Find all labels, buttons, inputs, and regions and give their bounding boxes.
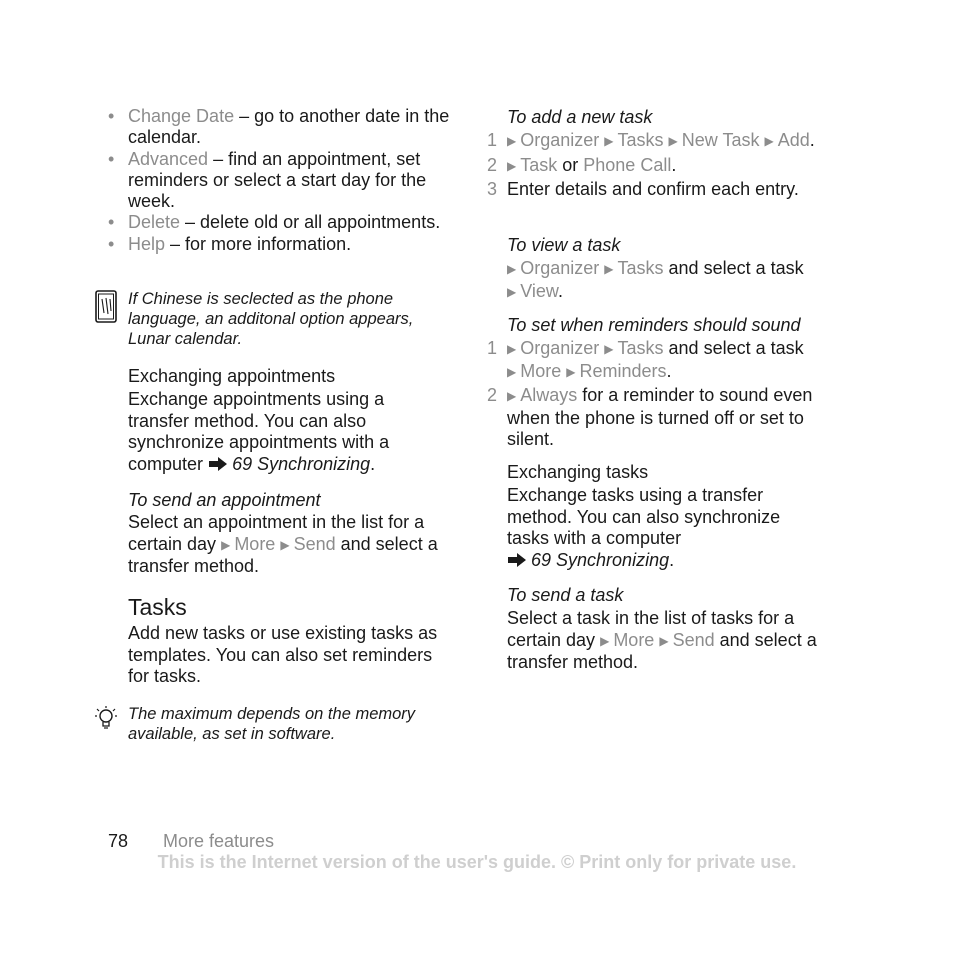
triangle-icon: ▶ [659, 633, 669, 648]
heading-send-task: To send a task [507, 585, 624, 605]
menu-send: Send [672, 629, 715, 650]
section-title-tasks: Tasks [128, 594, 187, 620]
triangle-icon: ▶ [604, 262, 614, 276]
triangle-icon: ▶ [668, 134, 678, 148]
heading-add-task: To add a new task [507, 107, 653, 127]
triangle-icon: ▶ [507, 134, 517, 148]
note-text: If Chinese is seclected as the phone language, an additonal option appears, Lunar calendar. [128, 290, 414, 348]
option-term: Change Date [128, 106, 235, 126]
option-desc: – for more information. [165, 233, 352, 254]
triangle-icon: ▶ [764, 134, 774, 148]
triangle-icon: ▶ [507, 158, 517, 173]
tip-memory [92, 704, 447, 744]
option-desc: – delete old or all appointments. [180, 212, 441, 233]
triangle-icon: ▶ [600, 633, 610, 648]
add-task-steps [487, 130, 832, 203]
list-item: • Delete – delete old or all appointments. [108, 212, 441, 233]
triangle-icon: ▶ [604, 134, 614, 148]
lightbulb-icon [92, 704, 120, 739]
view-task-text: ▶ Organizer ▶ Tasks and select a task ▶ View. [507, 258, 804, 301]
triangle-icon: ▶ [507, 342, 517, 356]
send-appointment-text: Select an appointment in the list for a certain day ▶ More ▶ Send and select a transfer method. [128, 512, 438, 576]
tip-text: The maximum depends on the memory available, as set in software. [128, 705, 416, 743]
triangle-icon: ▶ [507, 364, 517, 379]
triangle-icon: ▶ [566, 364, 576, 379]
tasks-intro-text: Add new tasks or use existing tasks as templates. You can also set reminders for tasks. [128, 623, 438, 686]
section-name: More features [163, 831, 275, 851]
step-item: 2 ▶ Always for a reminder to sound even when the phone is turned off or set to silent. [487, 385, 813, 449]
option-desc: – find an appointment, set reminders or select a start day for the week. [128, 148, 427, 212]
reference-link[interactable]: 69 Synchronizing [531, 549, 670, 570]
triangle-icon: ▶ [280, 537, 290, 552]
step-item: 3 Enter details and confirm each entry. [487, 179, 799, 199]
exchanging-appointments-text: Exchange appointments using a transfer method. You can also synchronize appointments with a computer 69 Synchronizing. [128, 389, 428, 476]
heading-view-task: To view a task [507, 235, 621, 255]
heading-exchanging-appointments: Exchanging appointments [128, 366, 336, 386]
menu-send: Send [293, 533, 336, 554]
menu-more: More [613, 629, 655, 650]
heading-send-appointment: To send an appointment [128, 490, 321, 510]
note-chinese [92, 289, 447, 349]
option-term: Delete [128, 212, 181, 233]
triangle-icon: ▶ [507, 262, 517, 276]
option-term: Help [128, 233, 166, 254]
reminder-steps [487, 338, 832, 453]
reference-arrow-icon [507, 551, 527, 573]
option-term: Advanced [128, 148, 209, 169]
list-item: • Help – for more information. [108, 233, 352, 254]
reference-link[interactable]: 69 Synchronizing [232, 453, 371, 474]
phone-note-icon [92, 289, 120, 330]
triangle-icon: ▶ [604, 342, 614, 356]
list-item: • Change Date – go to another date in the calendar. [108, 106, 450, 148]
list-item: • Advanced – find an appointment, set reminders or select a start day for the week. [108, 148, 427, 212]
triangle-icon: ▶ [507, 389, 517, 403]
heading-exchanging-tasks: Exchanging tasks [507, 462, 649, 482]
send-task-text: Select a task in the list of tasks for a certain day ▶ More ▶ Send and select a transfer method. [507, 608, 817, 672]
step-item: 1 ▶ Organizer ▶ Tasks and select a task ▶ More ▶ Reminders. [487, 338, 804, 381]
option-list [108, 106, 453, 255]
step-item: 2 ▶ Task or Phone Call. [487, 154, 677, 175]
menu-more: More [234, 533, 276, 554]
heading-set-reminders: To set when reminders should sound [507, 315, 801, 335]
option-desc: – go to another date in the calendar. [128, 106, 450, 148]
reference-arrow-icon [208, 455, 228, 477]
step-item: 1 ▶ Organizer ▶ Tasks ▶ New Task ▶ Add. [487, 130, 815, 150]
page-number: 78 [108, 831, 129, 851]
exchanging-tasks-text: Exchange tasks using a transfer method. You can also synchronize tasks with a computer 69 Synchronizing. [507, 485, 817, 572]
triangle-icon: ▶ [507, 284, 517, 299]
footer-notice: This is the Internet version of the user's guide. © Print only for private use. [157, 852, 797, 872]
triangle-icon: ▶ [221, 537, 231, 552]
